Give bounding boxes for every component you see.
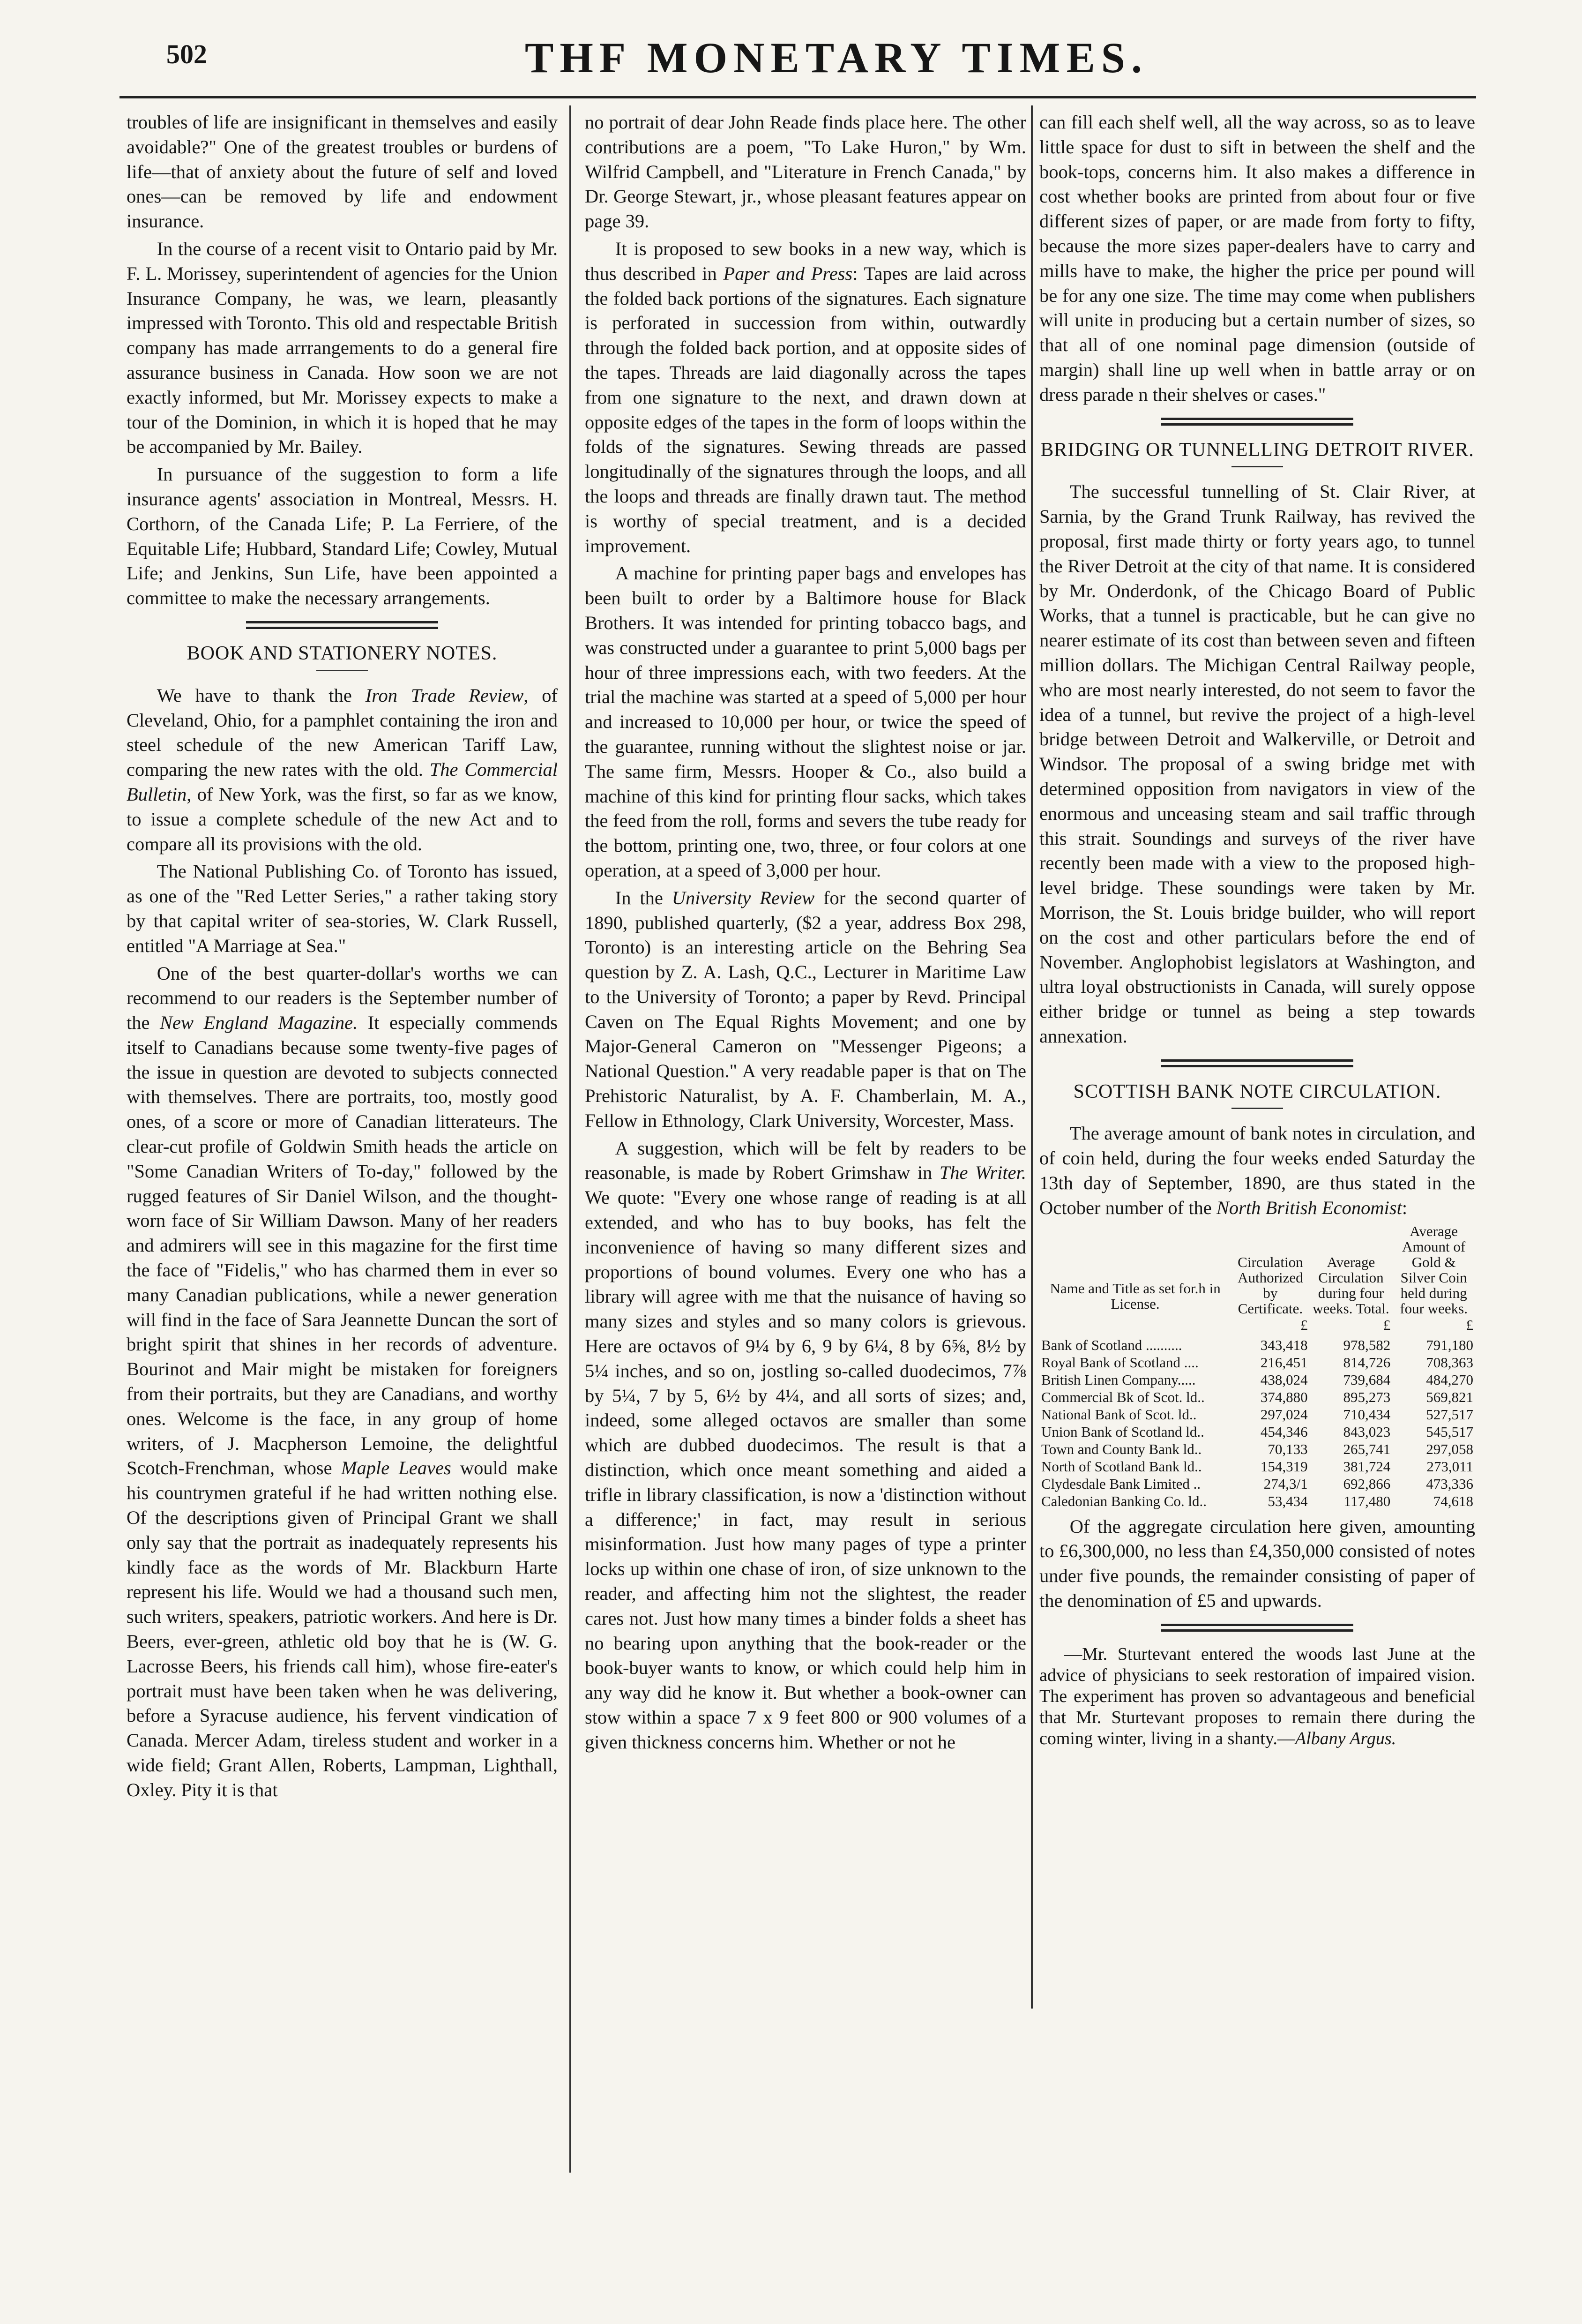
section-heading: BOOK AND STATIONERY NOTES. <box>187 642 498 664</box>
paragraph: no portrait of dear John Reade finds place here. The other contributions are a poem, "To Lake Huron," by Wm. Wilfrid Campbell, and "Literature in French Canada," by Dr. George Stewart, jr., whose pleasant features appear on page 39. <box>585 112 1026 232</box>
section-divider <box>246 621 438 629</box>
coin-held: 569,821 <box>1426 1388 1473 1405</box>
paragraph: Of the aggregate circulation here given, amounting to £6,300,000, no less than £4,350,000 consisted of notes under five pounds, the remainder consisting of paper of the denomination of £5 and upwards. <box>1039 1515 1475 1612</box>
paragraph: The successful tunnelling of St. Clair River, at Sarnia, by the Grand Trunk Railway, has revived the proposal, first made thirty or forty years ago, to tunnel the River Detroit at the city of that name. It is considered by Mr. Onderdonk, of the Chicago Board of Public Works, that a tunnel is practicable, but he can give no nearer estimate of its cost than between seven and fifteen million dollars. The Michigan Central Railway people, who are most nearly interested, do not seem to favor the idea of a tunnel, but revive the project of a high-level bridge between Detroit and Walkerville, or Detroit and Windsor. The proposal of a swing bridge met with determined opposition from navigators in view of the enormous and unceasing steam and sail traffic through this strait. Soundings and surveys of the river have recently been made with a view to the proposed high-level bridge. These soundings were taken by Mr. Morrison, the St. Louis bridge builder, who will report on the cost and other particulars before the end of November. Anglophobist legislators at Washington, and ultra loyal obstructionists in Canada, will surely oppose either bridge or tunnel as being a step towards annexation. <box>1039 481 1475 1047</box>
page-number: 502 <box>166 39 207 69</box>
coin-held: 273,011 <box>1426 1458 1473 1475</box>
paragraph: We have to thank the Iron Trade Review, of Cleveland, Ohio, for a pamphlet containing the iron and steel schedule of the new American Tariff Law, comparing the new rates with the old. The Commercial Bulletin, of New York, was the first, so far as we know, to issue a complete schedule of the new Act and to compare all its provisions with the old. <box>127 684 558 855</box>
column-divider <box>569 105 571 2173</box>
table-row <box>1039 1492 1475 1510</box>
authorized-circulation: 374,880 <box>1260 1388 1308 1405</box>
coin-held: 484,270 <box>1426 1371 1473 1388</box>
authorized-circulation: 216,451 <box>1260 1354 1308 1371</box>
coin-held: 708,363 <box>1426 1354 1473 1371</box>
paragraph: It is proposed to sew books in a new way, which is thus described in Paper and Press: Tapes are laid across the folded back portions of the signatures. Each signature is perforated in succession from within, outwardly through the folded back portion, and at opposite sides of the tapes. Threads are laid diagonally across the tapes from one signature to the next, and drawn down at opposite edges of the tapes in the form of loops within the folds of the signatures. Sewing threads are passed longitudinally of the signatures through the loops, and all the loops and threads are finally drawn taut. The method is worthy of special treatment, and is a decided improvement. <box>585 238 1026 556</box>
section-divider <box>1161 418 1353 426</box>
table-row <box>1039 1336 1475 1354</box>
table-row <box>1039 1371 1475 1388</box>
table-row <box>1039 1406 1475 1423</box>
average-circulation: 381,724 <box>1343 1458 1391 1475</box>
authorized-circulation: 274,3/1 <box>1263 1475 1308 1492</box>
average-circulation: 739,684 <box>1343 1371 1391 1388</box>
coin-held: 527,517 <box>1426 1406 1473 1423</box>
bank-name: North of Scotland Bank ld.. <box>1041 1458 1202 1475</box>
bank-name: Royal Bank of Scotland .... <box>1041 1354 1199 1371</box>
bank-name: Caledonian Banking Co. ld.. <box>1041 1492 1207 1509</box>
table-row <box>1039 1354 1475 1371</box>
coin-held: 545,517 <box>1426 1423 1473 1440</box>
column-header: Average Amount of Gold & Silver Coin held during four weeks. <box>1400 1222 1468 1317</box>
heading-underline <box>1231 466 1283 467</box>
table-row <box>1039 1440 1475 1458</box>
section-heading: SCOTTISH BANK NOTE CIRCULATION. <box>1073 1080 1441 1102</box>
average-circulation: 117,480 <box>1343 1492 1391 1509</box>
column-3 <box>1039 110 1475 1752</box>
unit-cell <box>1039 1316 1231 1336</box>
average-circulation: 710,434 <box>1343 1406 1391 1423</box>
paragraph: troubles of life are insignificant in themselves and easily avoidable?" One of the greatest troubles or burdens of life—that of anxiety about the future of self and loved ones—can be removed by life and endowment insurance. <box>127 112 558 232</box>
paragraph: In the course of a recent visit to Ontario paid by Mr. F. L. Morissey, superintendent of agencies for the Union Insurance Company, he was, we learn, pleasantly impressed with Toronto. This old and respectable British company has made arrrangements to do a general fire assurance business in Canada. How soon we are not exactly informed, but Mr. Morissey expects to make a tour of the Dominion, in which it is hoped that he may be accompanied by Mr. Bailey. <box>127 238 558 457</box>
bank-name: Union Bank of Scotland ld.. <box>1041 1423 1204 1440</box>
paragraph: —Mr. Sturtevant entered the woods last June at the advice of physicians to seek restoration of impaired vision. The experiment has proven so advantageous and beneficial that Mr. Sturtevant proposes to remain there during the coming winter, living in a shanty.—Albany Argus. <box>1039 1644 1475 1748</box>
authorized-circulation: 438,024 <box>1260 1371 1308 1388</box>
coin-held: 791,180 <box>1426 1336 1473 1353</box>
authorized-circulation: 297,024 <box>1260 1406 1308 1423</box>
section-divider <box>1161 1059 1353 1067</box>
average-circulation: 692,866 <box>1343 1475 1391 1492</box>
section-divider <box>1161 1624 1353 1632</box>
table-header-row <box>1039 1223 1475 1316</box>
page-header <box>0 0 1582 94</box>
bank-name: Clydesdale Bank Limited .. <box>1041 1475 1201 1492</box>
paragraph: One of the best quarter-dollar's worths we can recommend to our readers is the September number of the New England Magazine. It especially commends itself to Canadians because some twenty-five pages of the issue in question are devoted to subjects connected with themselves. There are portraits, too, mostly good ones, of a score or more of Canadian litterateurs. The clear-cut profile of Goldwin Smith heads the article on "Some Canadian Writers of To-day," followed by the rugged features of Sir Daniel Wilson, and the thought-worn face of Sir William Dawson. Many of her readers and admirers will see in this magazine for the first time the face of "Fidelis," who has charmed them in ever so many Canadian publications, while a newer generation will find in the face of Sara Jeannette Duncan the sort of bright spirit that shines in her records of adventure. Bourinot and Mair might be mistaken for foreigners from their portraits, but they are Canadians, and worthy ones. Welcome is the face, in any group of home writers, of J. Macpherson Lemoine, the delightful Scotch-Frenchman, whose Maple Leaves would make his countrymen grateful if he had written nothing else. Of the descriptions given of Principal Grant we shall only say that the portrait as inadequately represents his kindly face as the words of Mr. Blackburn Harte represent his life. Would we had a thousand such men, such writers, speakers, patriotic workers. And here is Dr. Beers, ever-green, athletic old boy that he is (W. G. Lacrosse Beers, his friends call him), whose fire-eater's portrait must have been taken when he was delivering, before a Syracuse audience, his fervent vindication of Canada. Mercer Adam, tireless student and worker in a wide field; Grant Allen, Roberts, Lampman, Lighthall, Oxley. Pity it is that <box>127 962 558 1800</box>
authorized-circulation: 53,434 <box>1268 1492 1308 1509</box>
column-2 <box>585 110 1026 1758</box>
paragraph: A machine for printing paper bags and envelopes has been built to order by a Baltimore house for Black Brothers. It was intended for printing tobacco bags, and was constructed under a guarantee to print 5,000 bags per hour of three impressions each, with two feeders. At the trial the machine was started at a speed of 5,000 per hour and increased to 10,000 per hour, or twice the speed of the guarantee, running without the slightest noise or jar. The same firm, Messrs. Hooper & Co., also build a machine of this kind for printing flour sacks, which takes the feed from the roll, forms and severs the tube ready for the bottom, printing one, two, three, or four colors at one operation, at a speed of 3,000 per hour. <box>585 562 1026 881</box>
paragraph: can fill each shelf well, all the way across, so as to leave little space for dust to sift in between the shelf and the book-tops, concerns him. It also makes a difference in cost whether books are printed from about four or five different sizes of paper, or are made from forty to fifty, because the more sizes paper-dealers have to carry and mills have to make, the higher the price per pound will be for any one size. The time may come when publishers will unite in producing but a certain number of sizes, so that all of one nominal page dimension (outside of margin) shall line up well when in battle array or on dress parade n their shelves or cases." <box>1039 112 1475 405</box>
column-divider <box>1031 105 1033 2009</box>
bank-name: National Bank of Scot. ld.. <box>1041 1406 1197 1423</box>
table-row <box>1039 1475 1475 1492</box>
bank-name: Bank of Scotland .......... <box>1041 1336 1182 1353</box>
newspaper-title: THF MONETARY TIMES. <box>525 34 1148 82</box>
authorized-circulation: 154,319 <box>1260 1458 1308 1475</box>
column-1 <box>127 110 558 1806</box>
bank-name: Commercial Bk of Scot. ld.. <box>1041 1388 1205 1405</box>
bank-name: British Linen Company..... <box>1041 1371 1196 1388</box>
unit-cell: £ <box>1466 1316 1473 1333</box>
column-header: Circulation Authorized by Certificate. <box>1238 1253 1303 1317</box>
table-row <box>1039 1423 1475 1440</box>
units-row <box>1039 1316 1475 1336</box>
authorized-circulation: 70,133 <box>1268 1440 1308 1457</box>
paragraph: The National Publishing Co. of Toronto has issued, as one of the "Red Letter Series," a rather taking story by that capital writer of sea-stories, W. Clark Russell, entitled "A Marriage at Sea." <box>127 861 558 956</box>
coin-held: 473,336 <box>1426 1475 1473 1492</box>
bank-name: Town and County Bank ld.. <box>1041 1440 1202 1457</box>
average-circulation: 814,726 <box>1343 1354 1391 1371</box>
column-header: Name and Title as set for.h in License. <box>1050 1280 1221 1312</box>
table-row <box>1039 1388 1475 1406</box>
paragraph: In pursuance of the suggestion to form a life insurance agents' association in Montreal, Messrs. H. Corthorn, of the Canada Life; P. La Ferriere, of the Equitable Life; Hubbard, Standard Life; Cowley, Mutual Life; and Jenkins, Sun Life, have been appointed a committee to make the necessary arrangements. <box>127 464 558 609</box>
unit-cell: £ <box>1300 1316 1308 1333</box>
average-circulation: 978,582 <box>1343 1336 1391 1353</box>
unit-cell: £ <box>1383 1316 1391 1333</box>
closing-note <box>1039 1644 1475 1749</box>
section-heading: BRIDGING OR TUNNELLING DETROIT RIVER. <box>1040 439 1474 461</box>
average-circulation: 895,273 <box>1343 1388 1391 1405</box>
average-circulation: 843,023 <box>1343 1423 1391 1440</box>
authorized-circulation: 343,418 <box>1260 1336 1308 1353</box>
paragraph: A suggestion, which will be felt by readers to be reasonable, is made by Robert Grimshaw in The Writer. We quote: "Every one whose range of reading is at all extended, and who has to buy books, has felt the inconvenience of having so many different sizes and proportions of bound volumes. Every one who has a library will agree with me that the nuisance of having so many sizes and styles and so many colors is grievous. Here are octavos of 9¼ by 6, 9 by 6¼, 8 by 6⅝, 8½ by 5¼ inches, and so on, jostling so-called duodecimos, 7⅞ by 5¼, 7 by 5, 6½ by 4¼, and all sorts of sizes; and, indeed, some alleged octavos are smaller than some which are dubbed duodecimos. The result is that a distinction, which once meant something and aided a trifle in library classification, is now a 'distinction without a difference;' in fact, may result in serious misinformation. Just how many pages of type a printer locks up within one chase of iron, of size unknown to the reader, and affecting him not the slightest, the reader cares not. Just how many times a binder folds a sheet has no bearing upon anything that the book-reader or the book-buyer wants to know, or which could help him in any way did he know it. But whether a book-owner can stow within a space 7 x 9 feet 800 or 900 volumes of a given thickness concerns him. Whether or not he <box>585 1137 1027 1753</box>
paragraph: In the University Review for the second quarter of 1890, published quarterly, ($2 a year, address Box 298, Toronto) is an interesting article on the Behring Sea question by Z. A. Lash, Q.C., Lecturer in Maritime Law to the University of Toronto; a paper by Revd. Principal Caven on The Equal Rights Movement; and one by Major-General Cameron on "Messenger Pigeons; a National Question." A very readable paper is that on The Prehistoric Naturalist, by A. F. Chamberlain, M. A., Fellow in Ethnology, Clark University, Worcester, Mass. <box>585 887 1026 1131</box>
heading-underline <box>316 670 368 671</box>
coin-held: 74,618 <box>1433 1492 1473 1509</box>
table-row <box>1039 1458 1475 1475</box>
average-circulation: 265,741 <box>1343 1440 1391 1457</box>
column-header: Average Circulation during four weeks. Total. <box>1313 1253 1389 1317</box>
header-rule <box>119 96 1476 98</box>
heading-underline <box>1231 1108 1283 1109</box>
coin-held: 297,058 <box>1426 1440 1473 1457</box>
authorized-circulation: 454,346 <box>1260 1423 1308 1440</box>
paragraph: The average amount of bank notes in circulation, and of coin held, during the four weeks ended Saturday the 13th day of September, 1890, are thus stated in the October number of the North British Economist: <box>1039 1123 1475 1218</box>
bank-circulation-table <box>1039 1223 1475 1510</box>
